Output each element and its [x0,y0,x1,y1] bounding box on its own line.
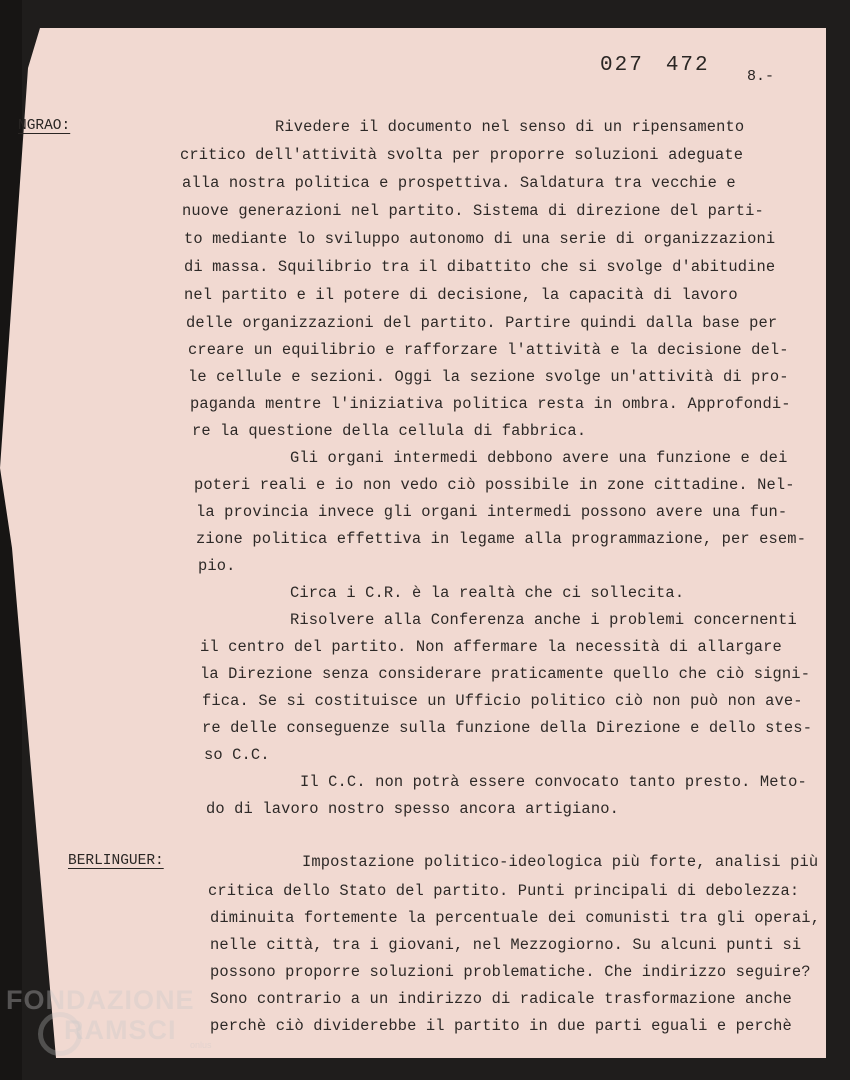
page-number [600,54,710,77]
text-line: critica dello Stato del partito. Punti principali di debolezza: [208,882,800,900]
text-line: la Direzione senza considerare praticamente quello che ciò signi- [200,665,811,683]
text-line: nuove generazioni nel partito. Sistema di direzione del parti- [182,202,764,220]
text-line: diminuita fortemente la percentuale dei comunisti tra gli operai, [210,909,821,927]
text-line: re la questione della cellula di fabbrica. [192,422,587,440]
speaker-ingrao: NGRAO: [18,118,71,134]
text-line: nel partito e il potere di decisione, la capacità di lavoro [184,286,738,304]
text-line: paganda mentre l'iniziativa politica resta in ombra. Approfondi- [190,395,791,413]
text-line: zione politica effettiva in legame alla programmazione, per esem- [196,530,807,548]
text-line: so C.C. [204,746,270,764]
watermark-line2: RAMSCI [64,1015,177,1045]
text-line: Circa i C.R. è la realtà che ci sollecita. [290,584,685,602]
text-line: le cellule e sezioni. Oggi la sezione svolge un'attività di pro- [188,368,789,386]
text-line: Impostazione politico-ideologica più forte, analisi più [302,853,819,871]
text-line: il centro del partito. Non affermare la necessità di allargare [200,638,782,656]
text-line: delle organizzazioni del partito. Partire quindi dalla base per [186,314,778,332]
page-number-b: 472 [665,54,710,77]
text-line: creare un equilibrio e rafforzare l'attività e la decisione del- [188,341,789,359]
text-line: poteri reali e io non vedo ciò possibile in zone cittadine. Nel- [194,476,795,494]
text-line: pio. [198,557,236,575]
page-number-a: 027 [600,54,644,77]
text-line: alla nostra politica e prospettiva. Saldatura tra vecchie e [182,174,736,192]
text-line: do di lavoro nostro spesso ancora artigiano. [206,800,619,818]
text-line: Risolvere alla Conferenza anche i problemi concernenti [290,611,797,629]
text-line: Sono contrario a un indirizzo di radicale trasformazione anche [210,990,792,1008]
text-line: Rivedere il documento nel senso di un ripensamento [275,118,745,136]
text-line: critico dell'attività svolta per proporre soluzioni adeguate [180,146,744,164]
text-line: re delle conseguenze sulla funzione della Direzione e dello stes- [202,719,813,737]
text-line: nelle città, tra i giovani, nel Mezzogiorno. Su alcuni punti si [210,936,802,954]
text-line: Gli organi intermedi debbono avere una funzione e dei [290,449,788,467]
text-line: di massa. Squilibrio tra il dibattito che si svolge d'abitudine [184,258,776,276]
text-line: to mediante lo sviluppo autonomo di una serie di organizzazioni [184,230,776,248]
text-line: possono proporre soluzioni problematiche. Che indirizzo seguire? [210,963,811,981]
watermark-onlus: onlus [190,1040,212,1050]
text-line: la provincia invece gli organi intermedi possono avere una fun- [196,503,788,521]
text-line: Il C.C. non potrà essere convocato tanto presto. Meto- [300,773,807,791]
speaker-berlinguer: BERLINGUER: [68,853,164,869]
watermark-line1: FONDAZIONE [6,985,195,1015]
page-subnumber: 8.- [747,68,775,85]
text-line: perchè ciò dividerebbe il partito in due parti eguali e perchè [210,1017,792,1035]
text-line: fica. Se si costituisce un Ufficio politico ciò non può non ave- [202,692,803,710]
